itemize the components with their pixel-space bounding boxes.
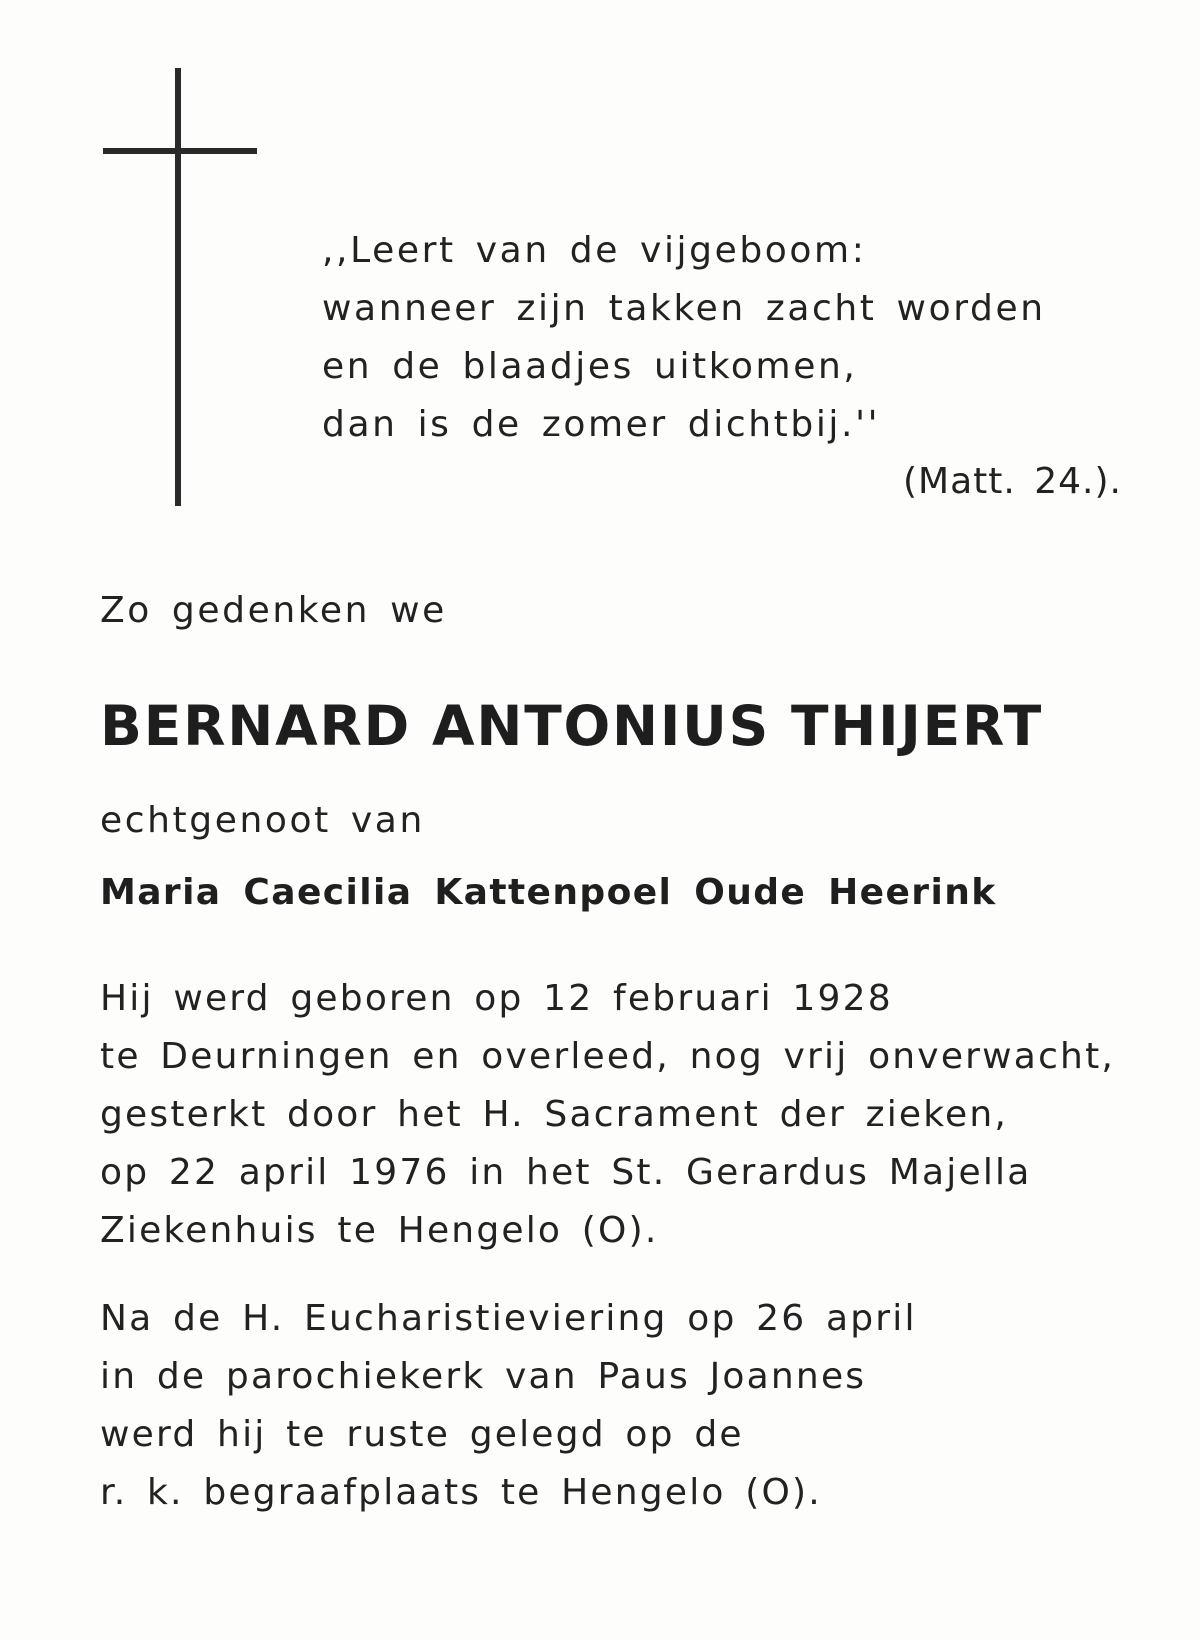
quote-line: ,,Leert van de vijgeboom: bbox=[322, 230, 867, 271]
biography-line: Hij werd geboren op 12 februari 1928 bbox=[100, 978, 893, 1019]
biography-line: Ziekenhuis te Hengelo (O). bbox=[100, 1210, 659, 1251]
burial-line: werd hij te ruste gelegd op de bbox=[100, 1414, 744, 1455]
burial-paragraph bbox=[100, 1290, 1180, 1522]
bible-quote bbox=[322, 222, 1142, 510]
biography-line: gesterkt door het H. Sacrament der zieken, bbox=[100, 1094, 1009, 1135]
quote-line: en de blaadjes uitkomen, bbox=[322, 346, 858, 387]
cross-horizontal-bar bbox=[103, 148, 257, 154]
quote-line: wanneer zijn takken zacht worden bbox=[322, 288, 1046, 329]
intro-text: Zo gedenken we bbox=[100, 590, 447, 631]
spouse-name: Maria Caecilia Kattenpoel Oude Heerink bbox=[100, 872, 997, 913]
relation-label: echtgenoot van bbox=[100, 800, 425, 841]
biography-paragraph bbox=[100, 970, 1180, 1260]
biography-line: te Deurningen en overleed, nog vrij onverwacht, bbox=[100, 1036, 1116, 1077]
burial-line: Na de H. Eucharistieviering op 26 april bbox=[100, 1298, 917, 1339]
biography-line: op 22 april 1976 in het St. Gerardus Majella bbox=[100, 1152, 1032, 1193]
burial-line: r. k. begraafplaats te Hengelo (O). bbox=[100, 1472, 822, 1513]
quote-reference: (Matt. 24.). bbox=[902, 461, 1122, 502]
cross-vertical-bar bbox=[175, 68, 181, 506]
burial-line: in de parochiekerk van Paus Joannes bbox=[100, 1356, 867, 1397]
quote-line: dan is de zomer dichtbij.'' bbox=[322, 404, 881, 445]
deceased-name: BERNARD ANTONIUS THIJERT bbox=[100, 694, 1044, 758]
